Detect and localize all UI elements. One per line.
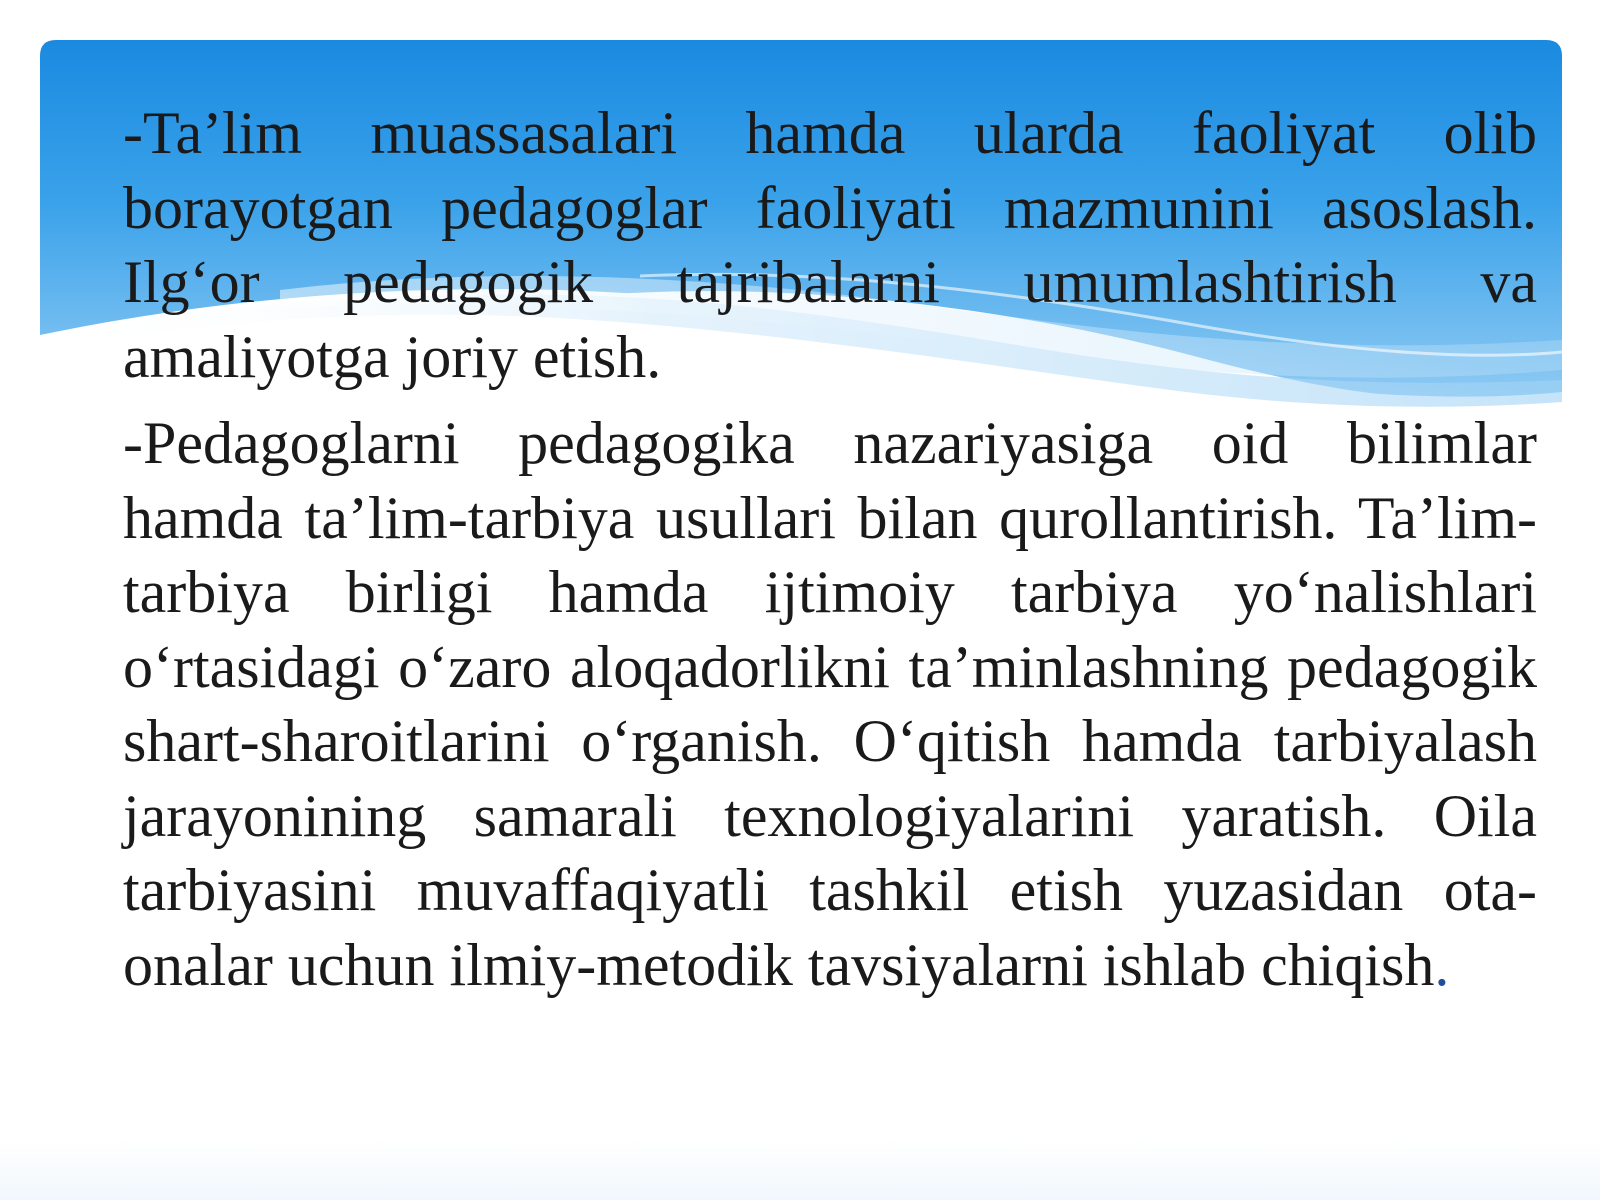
closing-period: . (1434, 931, 1450, 998)
slide-body (123, 96, 1537, 1002)
paragraph-2-text: -Pedagoglarni pedagogika nazariyasiga oid bilimlar hamda ta’lim-tarbiya usullari bilan qurollantirish. Ta’lim-tarbiya birligi hamda ijtimoiy tarbiya yo‘nalishlari o‘rtasidagi o‘zaro aloqadorlikni ta’minlashning pedagogik shart-sharoitlarini o‘rganish. O‘qitish hamda tarbiyalash jarayonining samarali texnologiyalarini yaratish. Oila tarbiyasini muvaffaqiyatli tashkil etish yuzasidan ota-onalar uchun ilmiy-metodik tavsiyalarni ishlab chiqish (123, 410, 1537, 998)
bottom-gradient (0, 1140, 1600, 1200)
paragraph-1-text: -Ta’lim muassasalari hamda ularda faoliyat olib borayotgan pedagoglar faoliyati mazmunini asoslash. Ilg‘or pedagogik tajribalarni umumlashtirish va amaliyotga joriy etish. (123, 100, 1537, 390)
paragraph-1 (123, 96, 1537, 394)
paragraph-2 (123, 406, 1537, 1002)
